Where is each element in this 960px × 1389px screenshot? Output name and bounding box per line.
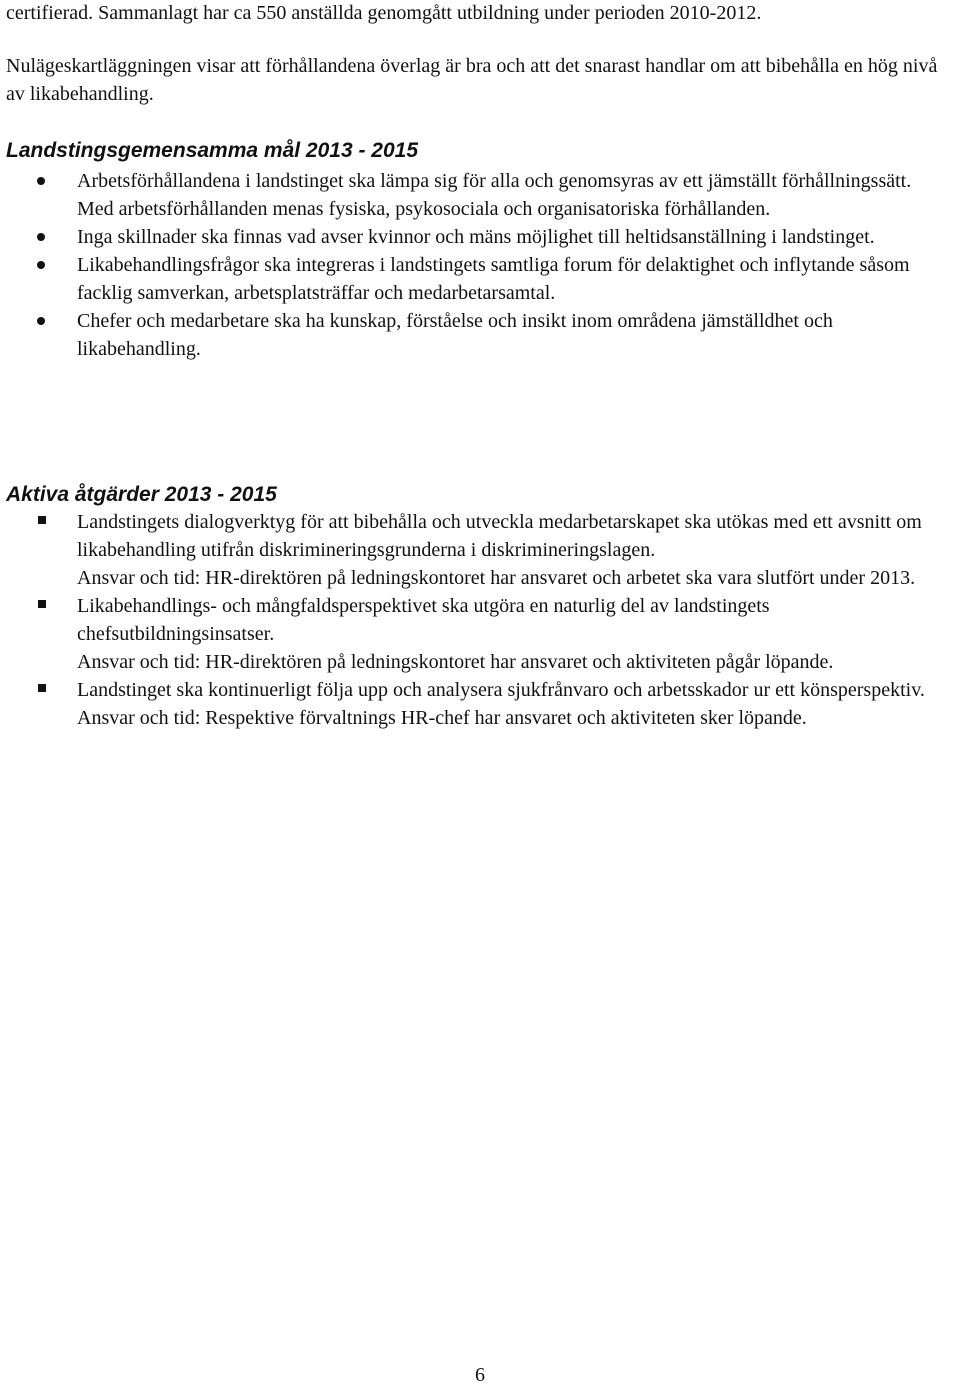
intro-paragraph-2: Nulägeskartläggningen visar att förhållandena överlag är bra och att det snarast handlar om att bibehålla en hög nivå av likabehandling. bbox=[6, 55, 938, 105]
intro-paragraph-1: certifierad. Sammanlagt har ca 550 anställda genomgått utbildning under perioden 2010-2012. bbox=[6, 2, 762, 24]
goal-text: Chefer och medarbetare ska ha kunskap, förståelse och insikt inom områdena jämställdhet och likabehandling. bbox=[77, 310, 833, 360]
page-number: 6 bbox=[475, 1364, 485, 1386]
intro-section bbox=[6, 0, 951, 108]
square-bullet-icon bbox=[38, 516, 46, 524]
action-text: Landstingets dialogverktyg för att bibehålla och utveckla medarbetarskapet ska utökas med ett avsnitt om likabehandling utifrån diskrimineringsgrunderna i diskrimineringslagen. bbox=[77, 511, 922, 561]
actions-list-item bbox=[0, 592, 945, 676]
goal-text: Likabehandlingsfrågor ska integreras i landstingets samtliga forum för delaktighet och inflytande såsom facklig samverkan, arbetsplatsträffar och medarbetarsamtal. bbox=[77, 254, 910, 304]
action-responsibility: Ansvar och tid: HR-direktören på ledningskontoret har ansvaret och aktiviteten pågår löpande. bbox=[77, 651, 834, 673]
action-responsibility: Ansvar och tid: Respektive förvaltnings HR-chef har ansvaret och aktiviteten sker löpande. bbox=[77, 707, 807, 729]
goals-list-item bbox=[0, 167, 945, 223]
goals-list-item bbox=[0, 223, 945, 251]
actions-heading: Aktiva åtgärder 2013 - 2015 bbox=[6, 483, 277, 506]
square-bullet-icon bbox=[38, 600, 46, 608]
round-bullet-icon bbox=[37, 261, 45, 269]
goal-text: Inga skillnader ska finnas vad avser kvinnor och mäns möjlighet till heltidsanställning i landstinget. bbox=[77, 226, 875, 248]
actions-list-item bbox=[0, 508, 945, 592]
actions-list-item bbox=[0, 676, 945, 732]
round-bullet-icon bbox=[37, 177, 45, 185]
goals-heading: Landstingsgemensamma mål 2013 - 2015 bbox=[6, 139, 419, 162]
round-bullet-icon bbox=[37, 233, 45, 241]
action-text: Likabehandlings- och mångfaldsperspektivet ska utgöra en naturlig del av landstingets chefsutbildningsinsatser. bbox=[77, 595, 770, 645]
goals-list-item bbox=[0, 307, 945, 363]
goals-list bbox=[0, 167, 945, 363]
goals-list-item bbox=[0, 251, 945, 307]
actions-list bbox=[0, 508, 945, 732]
action-text: Landstinget ska kontinuerligt följa upp och analysera sjukfrånvaro och arbetsskador ur ett könsperspektiv. bbox=[77, 679, 925, 701]
round-bullet-icon bbox=[37, 317, 45, 325]
action-responsibility: Ansvar och tid: HR-direktören på ledningskontoret har ansvaret och arbetet ska vara slutfört under 2013. bbox=[77, 567, 916, 589]
square-bullet-icon bbox=[38, 684, 46, 692]
goal-text: Arbetsförhållandena i landstinget ska lämpa sig för alla och genomsyras av ett jämställt förhållningssätt. Med arbetsförhållanden menas fysiska, psykosociala och organisatoriska förhållanden. bbox=[77, 170, 912, 220]
